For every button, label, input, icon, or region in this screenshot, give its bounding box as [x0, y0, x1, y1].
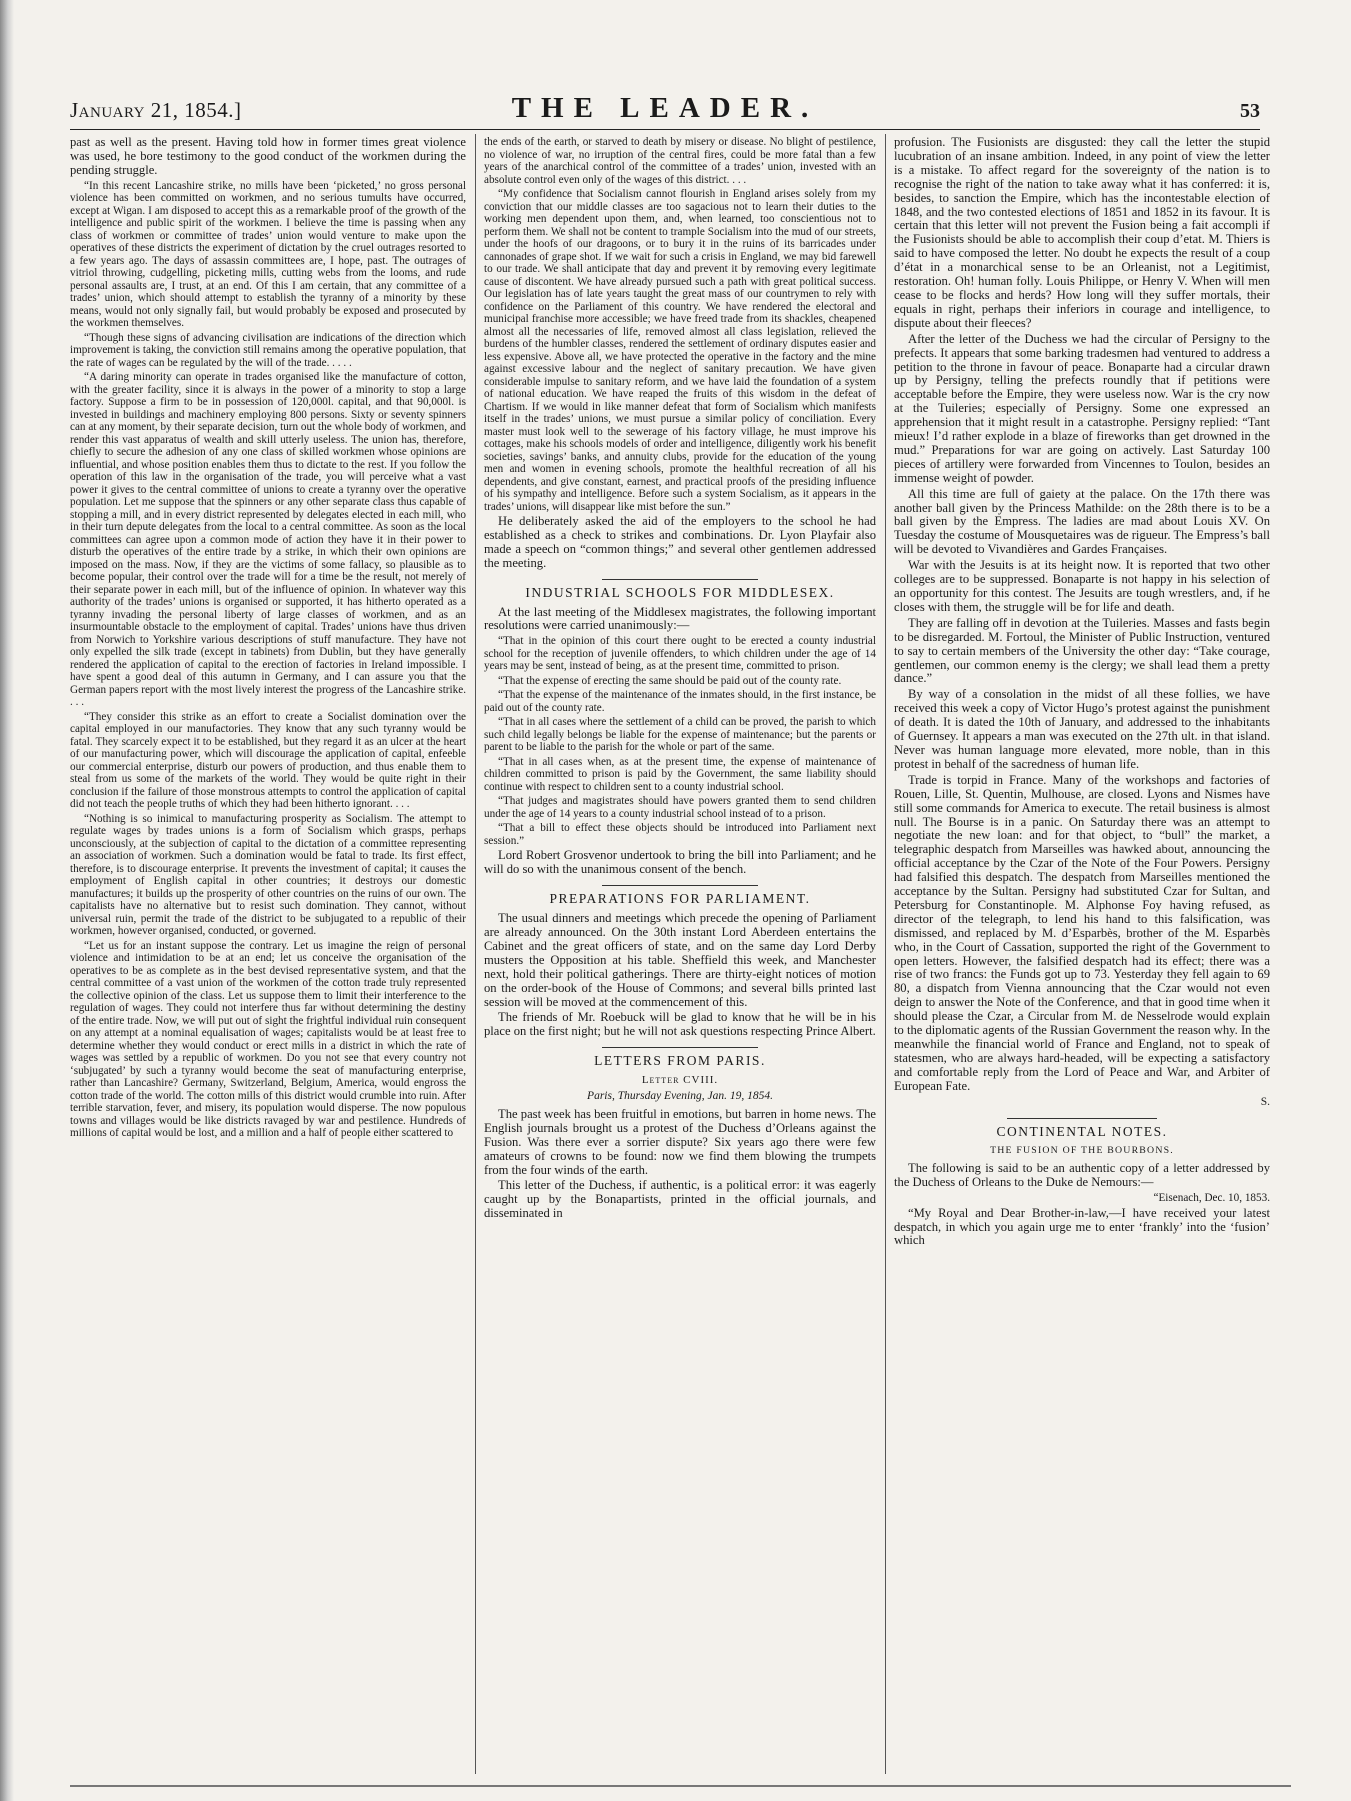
- quoted-paragraph: “A daring minority can operate in trades organised like the manufacture of cotton, with the greater facility, since it is always in the power of a minority to stop a large factory. Suppose a firm to be in possession of 120,000l. capital, and that 90,000l. is invested in buildings and machinery employing 800 persons. Sixty or seventy spinners can at any moment, by their separate decision, turn out the whole body of workmen, and render this vast apparatus of wealth and skill utterly useless. The union has, therefore, chiefly to secure the adhesion of any one class of skilled workmen whose opinions are influential, and whose position enables them thus to dictate to the rest. If you follow the operation of this law in the organisation of the trade, you will perceive what a vast power it gives to the central committee of unions to create a tyranny over the operative population. Let me suppose that the spinners or any other separate class thus capable of stopping a mill, and in every district represented by delegates elected in each mill, who in their turn depute delegates from the local to a central committee. As soon as the local committees can agree upon a common mode of action they have it in their power to disturb the operatives of the entire trade by a strike, in which their own opinions are imposed on the mass. Now, if they are the victims of some fallacy, so plausible as to become popular, their control over the trade will for a time be the result, not merely of their separate power in each mill, but of the influence of opinion. In whatever way this authority of the trades’ unions is organised or supported, it has hitherto operated as a tyranny invading the personal liberty of large classes of workmen, and as an insurmountable obstacle to the employment of capital. Trades’ unions have thus driven from Norwich to Yorkshire various descriptions of stuff manufacture. They have not only expelled the silk trade (except in tabinets) from Dublin, but they have generally rendered the application of capital to the erection of factories in Ireland impossible. I have spent a good deal of this autumn in Germany, and I can assure you that the German papers report with the most lively interest the progress of the Lancashire strike. . . .: [70, 371, 466, 709]
- paragraph: They are falling off in devotion at the Tuileries. Masses and fasts begin to be disregarded. M. Fortoul, the Minister of Public Instruction, ventured to say to certain members of the University the other day: “Take courage, gentlemen, our common enemy is the clergy; we shall lead them a pretty dance.”: [894, 615, 1270, 686]
- signature: S.: [1260, 1095, 1270, 1108]
- section-rule: [602, 1047, 759, 1048]
- section-rule: [602, 885, 759, 886]
- section-rule: [1007, 1118, 1157, 1119]
- headline-letters-from-paris: LETTERS FROM PARIS.: [594, 1053, 766, 1069]
- resolution: “That in all cases where the settlement of a child can be proved, the parish to which such child legally belongs be liable for the expense of maintenance; but the parents or parent to be liable to the parish for the whole or part of the same.: [484, 716, 876, 754]
- resolution: “That in all cases when, as at the present time, the expense of maintenance of children committed to prison is paid by the Government, the same liability should continue with respect to children sent to a county industrial school.: [484, 755, 876, 793]
- paragraph: Trade is torpid in France. Many of the workshops and factories of Rouen, Lille, St. Quentin, Mulhouse, are closed. Lyons and Nismes have still some commands for America to execute. The retail business is almost null. The Bourse is in a panic. On Saturday there was an attempt to negotiate the new loan: and for that object, to “bull” the market, a telegraphic despatch from Marseilles was hawked about, announcing the official acceptance by the Czar of the Note of the Four Powers. Persigny had falsified this despatch. The despatch from Marseilles mentioned the acceptance by the Sultan. Persigny had substituted Czar for Sultan, and Petersburg for Constantinople. M. Alphonse Foy having refused, as director of the telegraph, to lend his hand to this falsification, was dismissed, and replaced by M. d’Esparbès, brother of the M. Esparbès who, in the Court of Cassation, supported the right of the Government to open letters. However, the falsified despatch had its effect; there was a rise of two francs: the Funds got up to 73. Yesterday they fell again to 69 80, a dispatch from Vienna announcing that the Czar would not even deign to answer the Note of the Conference, and that in good time when it should please the Czar, a Circular from M. de Nesselrode would explain to the diplomatic agents of the Russian Government the reason why. In the meanwhile the financial world of France and England, not to speak of statesmen, who are always hard-headed, will be expecting a satisfactory and comfortable reply from the Lord of Peace and War, and Arbiter of European Fate.: [894, 772, 1270, 1093]
- issue-date: January 21, 1854.]: [70, 98, 242, 122]
- paragraph: past as well as the present. Having told how in former times great violence was used, he bore testimony to the good conduct of the workmen during the pending struggle.: [70, 136, 466, 177]
- masthead: [70, 92, 1260, 126]
- resolution: “That a bill to effect these objects should be introduced into Parliament next session.”: [484, 822, 876, 847]
- paragraph: profusion. The Fusionists are disgusted: they call the letter the stupid lucubration of an insane ambition. Indeed, in any point of view the letter is a mistake. To affect regard for the sovereignty of the nation is to recognise the right of the nation to take away what it has conferred: it is, besides, to sanction the Empire, which has the incontestable election of 1848, and the two contested elections of 1851 and 1852 in its favour. It is certain that this letter will not prevent the Fusion being a fait accompli if the Fusionists should be able to accomplish their coup d’etat. M. Thiers is said to have composed the letter. No doubt he expects the result of a coup d’état in a monarchical sense to be an Orleanist, not a Legitimist, restoration. Oh! human folly. Louis Philippe, or Henry V. When will men cease to be flocks and herds? How long will they suffer mortals, their equals in right, perhaps their inferiors in courage and intelligence, to dispute about their fleeces?: [894, 136, 1270, 330]
- paper-title: THE LEADER.: [511, 92, 819, 124]
- paragraph: War with the Jesuits is at its height now. It is reported that two other colleges are to be suppressed. Bonaparte is not happy in his selection of an opportunity for this contest. The Jesuits are tough wrestlers, and, if he closes with them, the struggle will be for life and death.: [894, 558, 1270, 614]
- quoted-paragraph: “They consider this strike as an effort to create a Socialist domination over the capital employed in our manufactories. They know that any such tyranny would be fatal. They scarcely expect it to be established, but they regard it as an ulcer at the heart of our manufacturing power, which will discourage the application of capital, enfeeble our commercial enterprise, disturb our powers of production, and thus enable them to steal from us some of the markets of the world. They would be quite right in their conclusion if the failure of those monstrous attempts to control the application of capital did not teach the people truths of which they had been hitherto ignorant. . . .: [70, 710, 466, 811]
- headline-preparations-parliament: PREPARATIONS FOR PARLIAMENT.: [549, 891, 811, 907]
- paragraph: The following is said to be an authentic copy of a letter addressed by the Duchess of Orleans to the Duke de Nemours:—: [894, 1161, 1270, 1190]
- paragraph: “My Royal and Dear Brother-in-law,—I have received your latest despatch, in which you again urge me to enter ‘frankly’ into the ‘fusion’ which: [894, 1205, 1270, 1248]
- column-3: [894, 136, 1270, 1776]
- headline-continental-notes: CONTINENTAL NOTES.: [996, 1123, 1168, 1139]
- letter-dateline: Paris, Thursday Evening, Jan. 19, 1854.: [587, 1090, 773, 1103]
- resolution: “That in the opinion of this court there ought to be erected a county industrial school for the reception of juvenile offenders, to which children under the age of 14 years may be sent, instead of being, as at the present time, committed to prison.: [484, 635, 876, 673]
- headline-industrial-schools: INDUSTRIAL SCHOOLS FOR MIDDLESEX.: [525, 584, 835, 600]
- quoted-paragraph: “In this recent Lancashire strike, no mills have been ‘picketed,’ no gross personal violence has been committed on workmen, and no serious tumults have occurred, except at Wigan. I am disposed to accept this as a remarkable proof of the growth of the intelligence and public spirit of the workmen. I believe the time is passing when any class of workmen or committee of trades’ union would venture to make upon the operatives of these districts the experiment of dictation by the cruel outrages resorted to a few years ago. The days of assassin committees are, I hope, past. The outrages of vitriol throwing, cudgelling, picketing mills, cutting webs from the looms, and rude personal assaults are, I trust, at an end. Of this I am certain, that any committee of a trades’ union, which should attempt to establish the tyranny of a minority by these means, would not only signally fail, but would probably be exposed and prosecuted by the workmen themselves.: [70, 179, 466, 330]
- section-rule: [602, 579, 759, 580]
- letter-number: Letter CVIII.: [641, 1074, 719, 1087]
- quoted-paragraph: “Let us for an instant suppose the contrary. Let us imagine the reign of personal violence and intimidation to be at an end; let us conceive the organisation of the operatives to be as complete as in the best devised representative system, and that the central committee of a vast union of the workmen of the cotton trade truly represented the collective opinion of the class. Let us suppose them to limit their interference to the regulation of wages. They could not interfere thus far without determining the destiny of the entire trade. Now, we will put out of sight the frightful individual ruin consequent on any attempt at a nominal equalisation of wages; capitalists would be at least free to determine whether they would conduct or erect mills in a district in which the rate of wages was settled by a republic of workmen. Do you not see that every country not ‘subjugated’ by such a tyranny would become the seat of manufacturing enterprise, rather than Lancashire? Germany, Switzerland, Belgium, America, would engross the cotton trade of the world. The cotton mills of this district would crumble into ruin. After terrible starvation, fever, and misery, its population would disperse. The now populous towns and villages would be like districts ravaged by war and pestilence. Hundreds of millions of capital would be lost, and a million and a half of people either scattered to: [70, 939, 466, 1140]
- paragraph: He deliberately asked the aid of the employers to the school he had established as a check to strikes and combinations. Dr. Lyon Playfair also made a speech on “common things;” and several other gentlemen addressed the meeting.: [484, 514, 876, 570]
- masthead-rule: [70, 129, 1260, 130]
- paragraph: All this time are full of gaiety at the palace. On the 17th there was another ball given by the Princess Mathilde: on the 28th there is to be a ball given by the Empress. The ladies are mad about Louis XV. On Tuesday the costume of Mousquetaires was de rigueur. The Empress’s ball will be devoted to Vivandières and Gardes Françaises.: [894, 486, 1270, 557]
- paragraph: This letter of the Duchess, if authentic, is a political error: it was eagerly caught up by the Bonapartists, printed in the official journals, and disseminated in: [484, 1178, 876, 1221]
- paragraph: The past week has been fruitful in emotions, but barren in home news. The English journals brought us a protest of the Duchess d’Orleans against the Fusion. Was there ever a sorrier dispute? Six years ago there were few amateurs of crowns to be found: now we find them blowing the trumpets from the four winds of the earth.: [484, 1106, 876, 1177]
- bottom-rule: [70, 1785, 1291, 1787]
- paragraph: After the letter of the Duchess we had the circular of Persigny to the prefects. It appears that some barking tradesmen had ventured to address a petition to the throne in favour of peace. Bonaparte had a circular drawn up by Persigny, telling the prefects roundly that if petitions were acceptable before the Empire, they were useless now. War is the cry now at the Tuileries; especially of Persigny. Some one expressed an apprehension that it might result in a catastrophe. Persigny replied: “Tant mieux! I’d rather explode in a blaze of fireworks than get drowned in the mud.” Preparations for war are going on actively. Last Saturday 100 pieces of artillery were forwarded from Vincennes to Toulon, besides an immense weight of powder.: [894, 331, 1270, 485]
- resolution: “That the expense of erecting the same should be paid out of the county rate.: [498, 674, 842, 687]
- resolution: “That judges and magistrates should have powers granted them to send children under the age of 14 years to a county industrial school instead of to a prison.: [484, 795, 876, 820]
- binding-edge: [0, 0, 14, 1801]
- paragraph: At the last meeting of the Middlesex magistrates, the following important resolutions were carried unanimously:—: [484, 604, 876, 633]
- paragraph: The friends of Mr. Roebuck will be glad to know that he will be in his place on the first night; but he will not ask questions respecting Prince Albert.: [484, 1010, 876, 1039]
- subheading-fusion: THE FUSION OF THE BOURBONS.: [990, 1145, 1174, 1157]
- column-1: [70, 136, 466, 1776]
- quoted-paragraph: “Though these signs of advancing civilisation are indications of the direction which improvement is taking, the conviction still remains among the operative population, that the rate of wages can be regulated by the will of the trade. . . . .: [70, 331, 466, 369]
- resolution: “That the expense of the maintenance of the inmates should, in the first instance, be paid out of the county rate.: [484, 689, 876, 714]
- paragraph: Lord Robert Grosvenor undertook to bring the bill into Parliament; and he will do so with the unanimous consent of the bench.: [484, 848, 876, 877]
- column-separator: [475, 134, 476, 1774]
- paragraph: By way of a consolation in the midst of all these follies, we have received this week a copy of Victor Hugo’s protest against the punishment of death. It is dated the 10th of January, and addressed to the inhabitants of Guernsey. It appears a man was executed on the 27th ult. in that island. Never was human language more elevated, more noble, than in this protest in behalf of the sacredness of human life.: [894, 687, 1270, 771]
- quoted-paragraph: the ends of the earth, or starved to death by misery or disease. No blight of pestilence, no violence of war, no irruption of the central fires, could be more fatal than a few years of the anarchical control of the committee of a trades’ union, invested with an absolute control even only of the wages of this district. . . .: [484, 136, 876, 186]
- quoted-paragraph: “Nothing is so inimical to manufacturing prosperity as Socialism. The attempt to regulate wages by trades unions is a form of Socialism which grasps, perhaps unconsciously, at the subjection of capital to the dictation of a committee representing an association of workmen. Such a domination would be fatal to trade. Its first effect, therefore, is to discourage enterprise. It prevents the investment of capital; it causes the employment of English capital in other countries; it destroys our domestic manufactures; it builds up the prosperity of other countries on the ruins of our own. The capitalists have no alternative but to resist such domination. They cannot, without universal ruin, permit the trade of the district to be subjugated to a republic of their workmen, however organised, conducted, or governed.: [70, 812, 466, 938]
- paragraph: The usual dinners and meetings which precede the opening of Parliament are already announced. On the 30th instant Lord Aberdeen entertains the Cabinet and the great officers of state, and on the same day Lord Derby musters the Opposition at his table. Sheffield this week, and Manchester next, hold their political gatherings. There are thirty-eight notices of motion on the order-book of the House of Commons; and several bills printed last session will be moved at the commencement of this.: [484, 911, 876, 1009]
- quoted-paragraph: “My confidence that Socialism cannot flourish in England arises solely from my conviction that our middle classes are too sagacious not to learn their duties to the working men dependent upon them, and, when learned, too conscientious not to perform them. We shall not be content to trample Socialism into the mud of our streets, under the hoofs of our dragoons, or to bury it in the ruins of its barricades under cannonades of grape shot. If we wait for such a crisis in England, we may bid farewell to our trade. We shall anticipate that day and prevent it by removing every legitimate cause of discontent. We have already pursued such a path with great political success. Our legislation has of late years taught the great mass of our countrymen to rely with confidence on the Parliament of this country. We have rendered the electoral and municipal franchise more accessible; we have freed trade from its shackles, cheapened almost all the necessaries of life, removed almost all class legislation, relieved the burdens of the humbler classes, rendered the settlement of ordinary disputes easier and less expensive. Above all, we have protected the operative in the factory and the mine against excessive labour and the neglect of sanitary precaution. We have given considerable impulse to sanitary reform, and we have laid the foundation of a system of national education. We have reaped the fruits of this wisdom in the defeat of Chartism. If we would in like manner defeat that form of Socialism which manifests itself in the trades’ unions, we must pursue a similar policy of conciliation. Every master must look well to the sewerage of his factory village, he must improve his cottages, make his schools models of order and intelligence, diligently work his benefit societies, savings’ banks, and annuity clubs, provide for the education of the young men and women in evening schools, promote the healthful recreation of all his dependents, and give constant, earnest, and practical proofs of the presiding influence of his sympathy and intelligence. Before such a system Socialism, as it appears in the trades’ unions, will disappear like mist before the sun.”: [484, 188, 876, 513]
- letter-date: “Eisenach, Dec. 10, 1853.: [1153, 1192, 1270, 1205]
- column-2: [484, 136, 876, 1776]
- page-number: 53: [1240, 100, 1260, 122]
- column-separator: [885, 134, 886, 1774]
